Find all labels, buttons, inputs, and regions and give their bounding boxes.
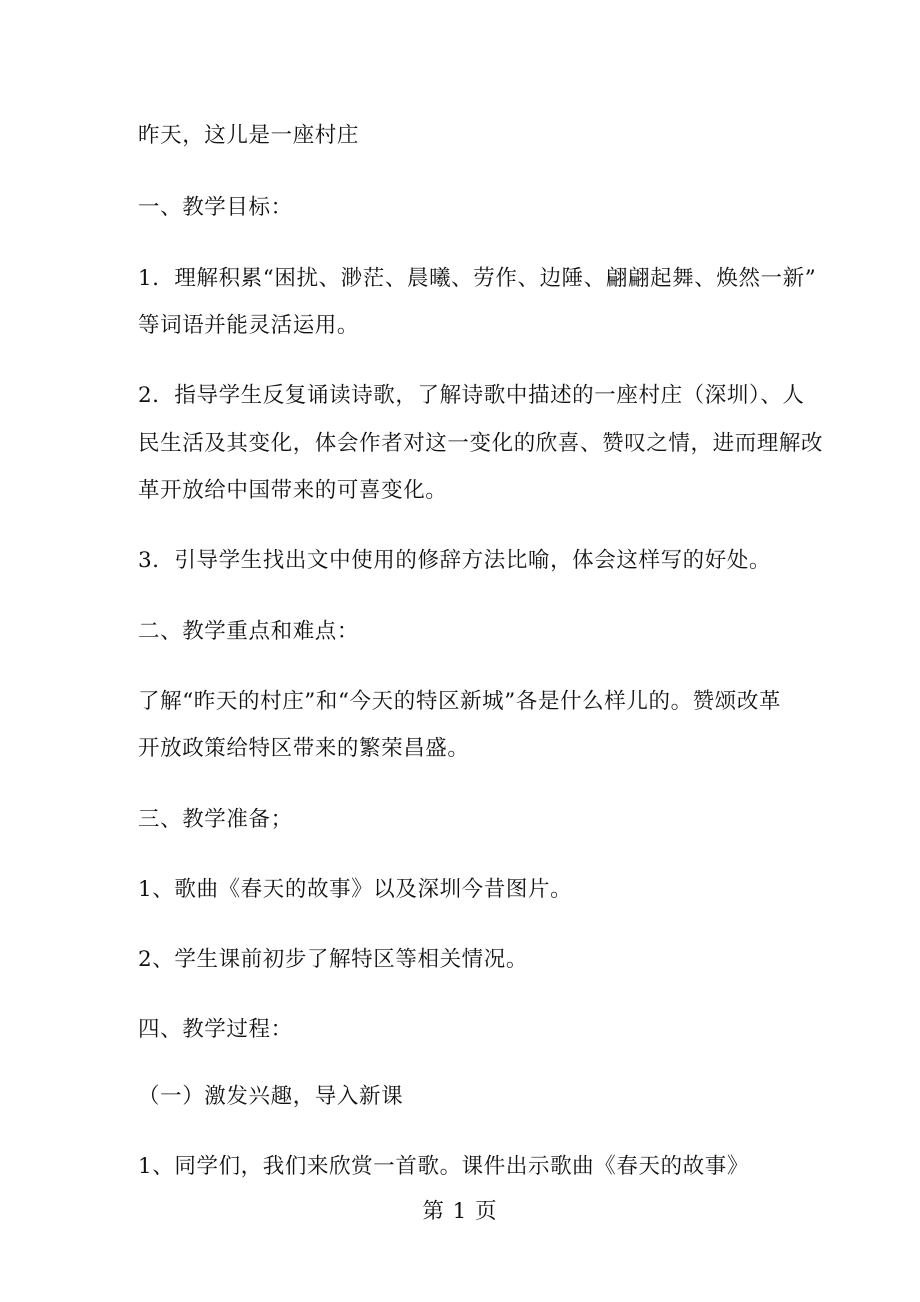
process-heading: 四、教学过程： — [138, 1017, 293, 1042]
keypoints-line-2: 开放政策给特区带来的繁荣昌盛。 — [138, 736, 470, 761]
step-1-heading: （一）激发兴趣，导入新课 — [138, 1084, 404, 1109]
objective-2-line-2: 民生活及其变化，体会作者对这一变化的欣喜、赞叹之情，进而理解改 — [138, 431, 824, 456]
document-title: 昨天，这儿是一座村庄 — [138, 123, 360, 148]
page-footer: 第 1 页 — [422, 1199, 498, 1224]
objective-1-line-2: 等词语并能灵活运用。 — [138, 313, 360, 338]
objective-2-line-1: 2．指导学生反复诵读诗歌，了解诗歌中描述的一座村庄（深圳）、人 — [138, 383, 805, 408]
objectives-heading: 一、教学目标： — [138, 195, 293, 220]
preparation-item-2: 2、学生课前初步了解特区等相关情况。 — [138, 947, 528, 972]
preparation-heading: 三、教学准备； — [138, 807, 293, 832]
preparation-item-1: 1、歌曲《春天的故事》以及深圳今昔图片。 — [138, 877, 573, 902]
keypoints-heading: 二、教学重点和难点： — [138, 619, 360, 644]
keypoints-line-1: 了解“昨天的村庄”和“今天的特区新城”各是什么样儿的。赞颂改革 — [138, 689, 782, 714]
step-1-item-1: 1、同学们，我们来欣赏一首歌。课件出示歌曲《春天的故事》 — [138, 1154, 749, 1179]
objective-1-line-1: 1．理解积累“困扰、渺茫、晨曦、劳作、边陲、翩翩起舞、焕然一新” — [138, 266, 817, 291]
objective-2-line-3: 革开放给中国带来的可喜变化。 — [138, 478, 448, 503]
objective-3-line-1: 3．引导学生找出文中使用的修辞方法比喻，体会这样写的好处。 — [138, 548, 772, 573]
